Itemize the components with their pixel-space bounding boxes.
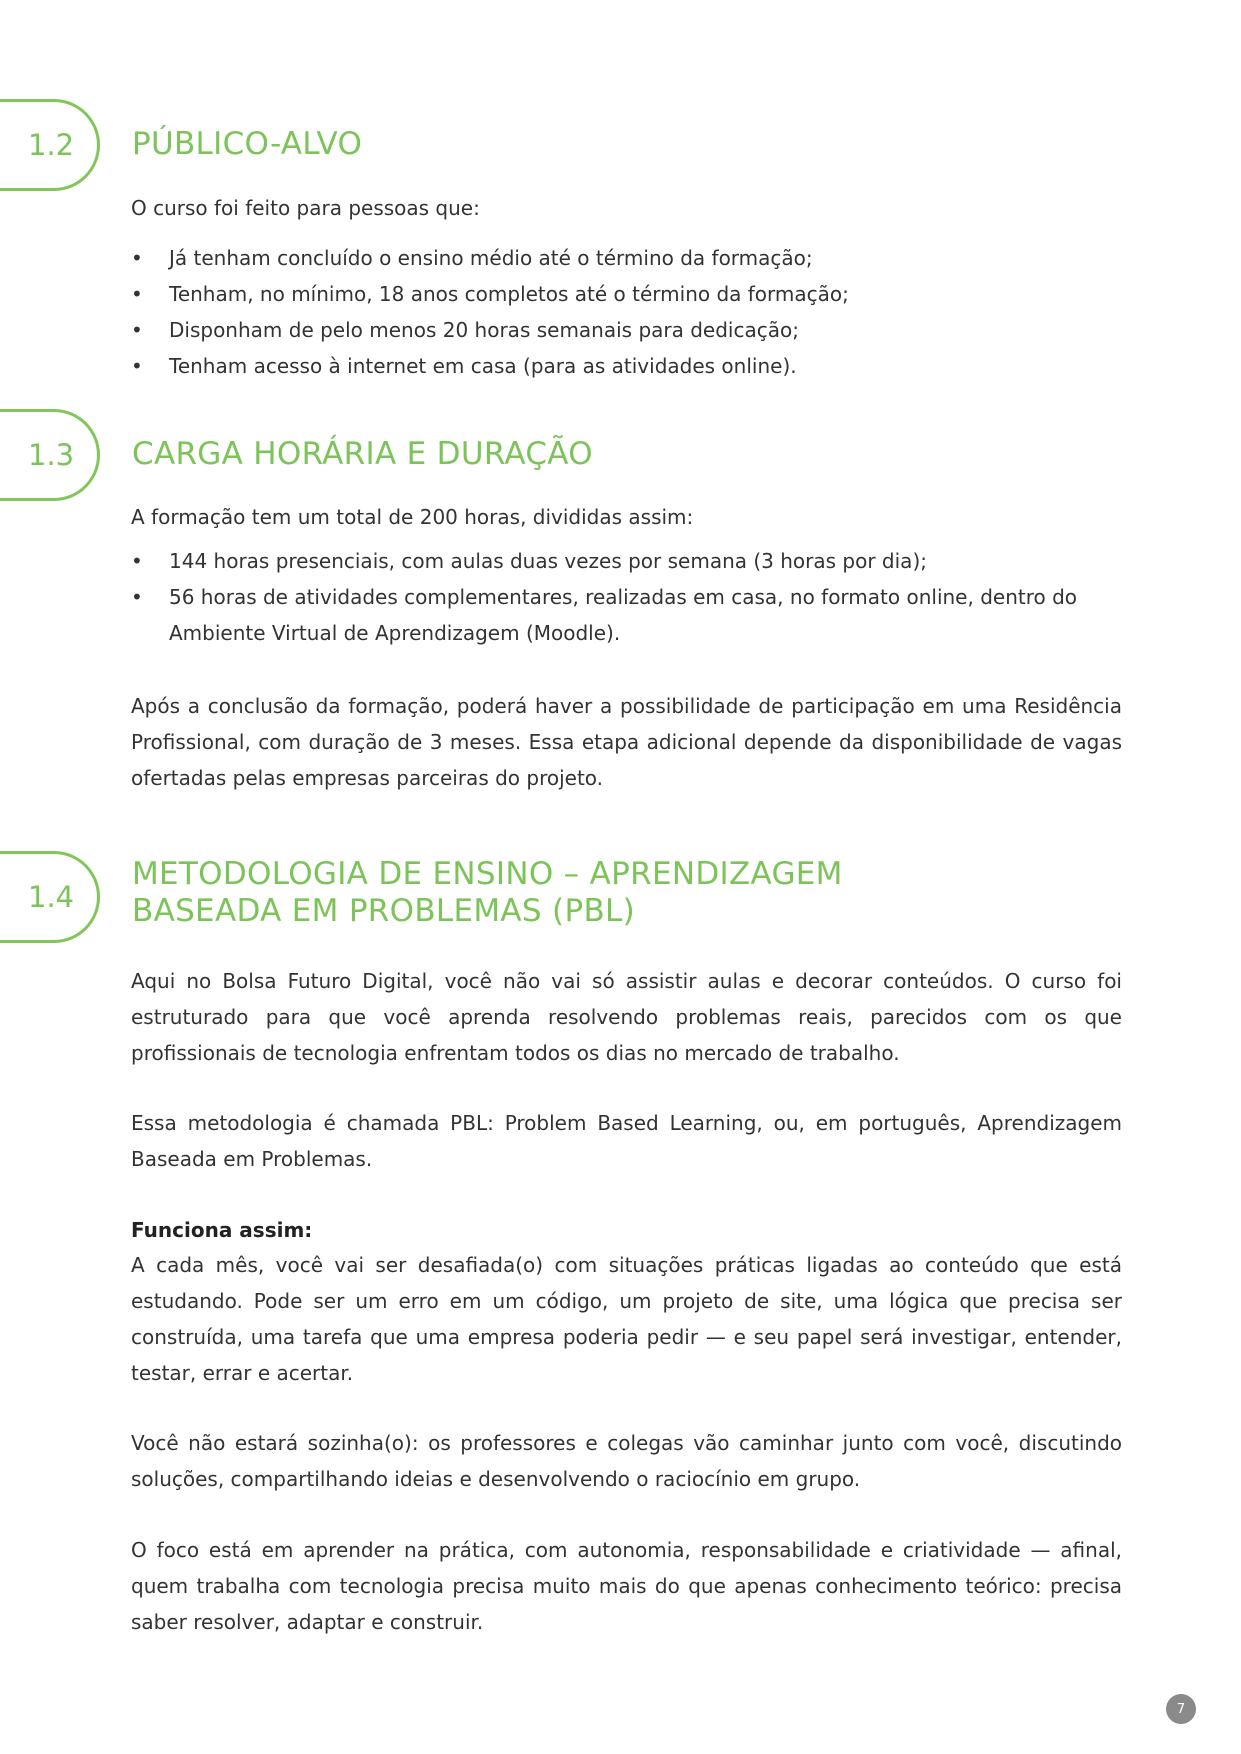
bullet-icon: •: [131, 318, 143, 342]
section-number-badge: 1.3: [0, 409, 100, 501]
list-item: • Tenham acesso à internet em casa (para as atividades online).: [131, 348, 1122, 384]
section-number-badge: 1.4: [0, 851, 100, 943]
bullet-list: [131, 240, 1122, 384]
section-intro: O curso foi feito para pessoas que:: [131, 196, 480, 220]
paragraph: O foco está em aprender na prática, com autonomia, responsabilidade e criatividade — afinal, quem trabalha com tecnologia precisa muito mais do que apenas conhecimento teórico: precisa saber resolver, adaptar e construir.: [131, 1538, 1122, 1634]
bullet-icon: •: [131, 549, 143, 573]
list-item: • 56 horas de atividades complementares, realizadas em casa, no formato online, dentro do Ambiente Virtual de Aprendizagem (Moodle).: [131, 579, 1122, 651]
bold-label: Funciona assim:: [131, 1218, 313, 1242]
bullet-list: [131, 543, 1122, 651]
section-title: METODOLOGIA DE ENSINO – APRENDIZAGEM BASEADA EM PROBLEMAS (PBL): [132, 856, 843, 929]
bullet-icon: •: [131, 282, 143, 306]
paragraph: Após a conclusão da formação, poderá haver a possibilidade de participação em uma Residência Profissional, com duração de 3 meses. Essa etapa adicional depende da disponibilidade de vagas ofertadas pelas empresas parceiras do projeto.: [131, 694, 1122, 790]
list-item: • Já tenham concluído o ensino médio até o término da formação;: [131, 240, 1122, 276]
paragraph: Você não estará sozinha(o): os professores e colegas vão caminhar junto com você, discutindo soluções, compartilhando ideias e desenvolvendo o raciocínio em grupo.: [131, 1431, 1122, 1491]
paragraph: Aqui no Bolsa Futuro Digital, você não vai só assistir aulas e decorar conteúdos. O curso foi estruturado para que você aprenda resolvendo problemas reais, parecidos com os que profissionais de tecnologia enfrentam todos os dias no mercado de trabalho.: [131, 969, 1122, 1065]
page-number: 7: [1166, 1694, 1196, 1724]
section-number-badge: 1.2: [0, 99, 100, 191]
section-title: PÚBLICO-ALVO: [132, 126, 363, 162]
paragraph: Essa metodologia é chamada PBL: Problem Based Learning, ou, em português, Aprendizagem Baseada em Problemas.: [131, 1111, 1122, 1171]
list-item: • Disponham de pelo menos 20 horas semanais para dedicação;: [131, 312, 1122, 348]
bullet-icon: •: [131, 354, 143, 378]
bullet-icon: •: [131, 585, 143, 609]
section-intro: A formação tem um total de 200 horas, divididas assim:: [131, 505, 694, 529]
bullet-icon: •: [131, 246, 143, 270]
list-item: • 144 horas presenciais, com aulas duas vezes por semana (3 horas por dia);: [131, 543, 1122, 579]
paragraph: A cada mês, você vai ser desafiada(o) com situações práticas ligadas ao conteúdo que está estudando. Pode ser um erro em um código, um projeto de site, uma lógica que precisa ser construída, uma tarefa que uma empresa poderia pedir — e seu papel será investigar, entender, testar, errar e acertar.: [131, 1253, 1122, 1385]
list-item: • Tenham, no mínimo, 18 anos completos até o término da formação;: [131, 276, 1122, 312]
section-title: CARGA HORÁRIA E DURAÇÃO: [132, 436, 593, 472]
